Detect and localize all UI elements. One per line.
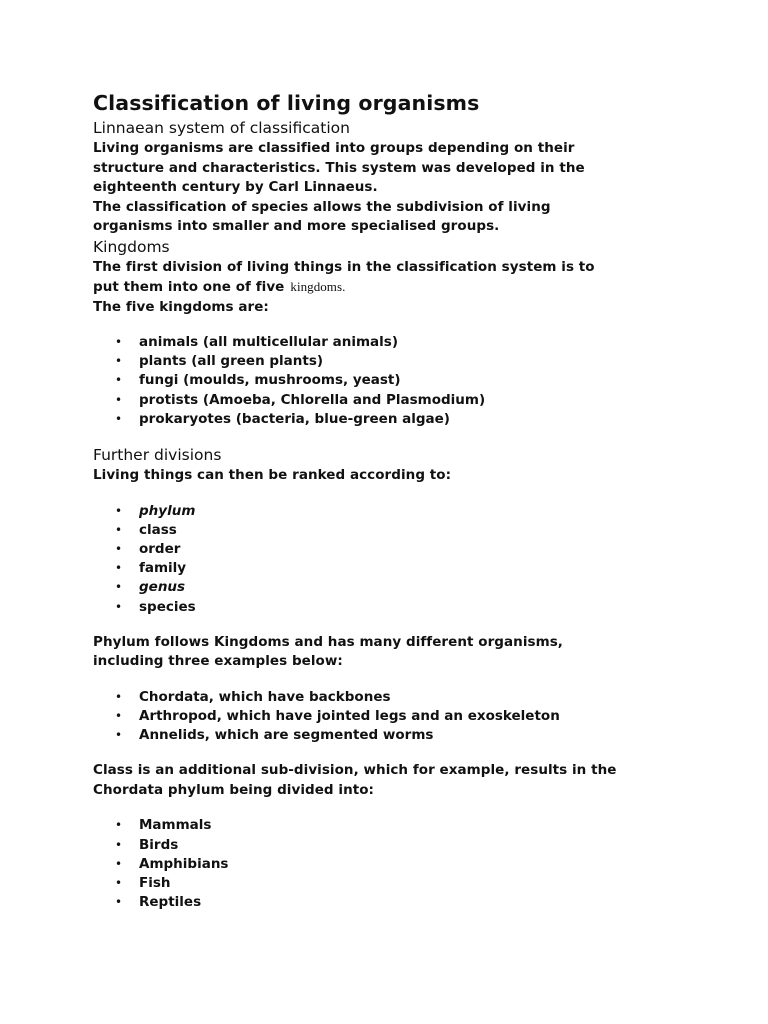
bullet: • xyxy=(115,580,123,595)
kingdoms-line: The first division of living things in the classification system is to xyxy=(93,258,595,275)
list-item: • species xyxy=(93,598,733,617)
list-item: • Fish xyxy=(93,874,733,893)
document-page xyxy=(93,88,733,912)
linnaean-line: organisms into smaller and more specialised groups. xyxy=(93,218,500,234)
list-item: • Arthropod, which have jointed legs and an exoskeleton xyxy=(93,707,733,726)
bullet: • xyxy=(115,728,123,743)
list-item: • Amphibians xyxy=(93,855,733,874)
linnaean-line: structure and characteristics. This system was developed in the xyxy=(93,159,585,176)
bullet: • xyxy=(115,837,123,852)
kingdoms-list xyxy=(93,333,733,429)
list-item: • genus xyxy=(93,578,733,597)
list-item: • protists (Amoeba, Chlorella and Plasmodium) xyxy=(93,391,733,410)
kingdoms-line: The five kingdoms are: xyxy=(93,298,269,315)
list-item: • Mammals xyxy=(93,816,733,835)
bullet: • xyxy=(115,818,123,833)
list-item: • plants (all green plants) xyxy=(93,352,733,371)
list-item: • Reptiles xyxy=(93,893,733,912)
class-list xyxy=(93,816,733,912)
kingdoms-word: kingdoms. xyxy=(290,279,346,294)
list-item: • class xyxy=(93,521,733,540)
bullet: • xyxy=(115,856,123,871)
page-title: Classification of living organisms xyxy=(93,91,480,115)
linnaean-line: eighteenth century by Carl Linnaeus. xyxy=(93,179,378,195)
bullet: • xyxy=(115,522,123,537)
bullet: • xyxy=(115,541,123,556)
kingdoms-heading: Kingdoms xyxy=(93,237,170,256)
phylum-line: Phylum follows Kingdoms and has many different organisms, xyxy=(93,633,563,650)
class-line: Class is an additional sub-division, which for example, results in the xyxy=(93,762,617,779)
bullet: • xyxy=(115,373,123,388)
bullet: • xyxy=(115,599,123,614)
list-item: • phylum xyxy=(93,502,733,521)
bullet: • xyxy=(115,411,123,426)
bullet: • xyxy=(115,895,123,910)
list-item: • animals (all multicellular animals) xyxy=(93,333,733,352)
kingdoms-line-text: put them into one of five xyxy=(93,279,285,295)
list-item: • Chordata, which have backbones xyxy=(93,688,733,707)
list-item: • prokaryotes (bacteria, blue-green algae) xyxy=(93,410,733,429)
bullet: • xyxy=(115,561,123,576)
list-item: • order xyxy=(93,540,733,559)
phylum-list xyxy=(93,688,733,746)
linnaean-heading: Linnaean system of classification xyxy=(93,119,350,137)
further-heading: Further divisions xyxy=(93,446,222,465)
bullet: • xyxy=(115,875,123,890)
linnaean-line: Living organisms are classified into groups depending on their xyxy=(93,140,575,156)
list-item: • Annelids, which are segmented worms xyxy=(93,726,733,745)
bullet: • xyxy=(115,392,123,407)
list-item: • family xyxy=(93,559,733,578)
bullet: • xyxy=(115,689,123,704)
bullet: • xyxy=(115,503,123,518)
linnaean-line: The classification of species allows the subdivision of living xyxy=(93,198,551,215)
list-item: • fungi (moulds, mushrooms, yeast) xyxy=(93,371,733,390)
further-intro: Living things can then be ranked according to: xyxy=(93,467,452,484)
class-line: Chordata phylum being divided into: xyxy=(93,781,375,798)
phylum-line: including three examples below: xyxy=(93,653,343,670)
ranks-list xyxy=(93,502,733,617)
bullet: • xyxy=(115,354,123,369)
bullet: • xyxy=(115,708,123,723)
kingdoms-line xyxy=(93,277,733,298)
list-item: • Birds xyxy=(93,836,733,855)
bullet: • xyxy=(115,335,123,349)
